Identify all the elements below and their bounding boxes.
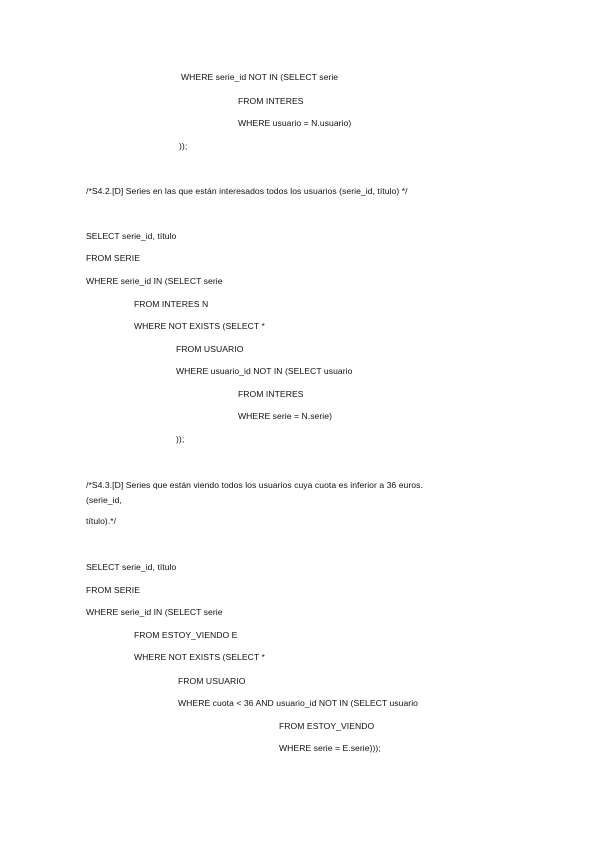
sql-line: WHERE serie = N.serie) <box>238 411 332 421</box>
sql-comment: /*S4.2.[D] Series en las que están interesados todos los usuarios (serie_id, título) */ <box>86 186 408 196</box>
sql-line: WHERE serie_id IN (SELECT serie <box>86 276 223 286</box>
sql-line: SELECT serie_id, título <box>86 231 177 241</box>
sql-line: WHERE serie_id IN (SELECT serie <box>86 607 223 617</box>
sql-line: WHERE usuario_id NOT IN (SELECT usuario <box>176 366 353 376</box>
sql-line: FROM ESTOY_VIENDO <box>279 721 375 731</box>
sql-line: WHERE serie_id NOT IN (SELECT serie <box>181 72 339 82</box>
sql-line: WHERE cuota < 36 AND usuario_id NOT IN (SELECT usuario <box>178 698 419 708</box>
sql-line: FROM ESTOY_VIENDO E <box>134 630 238 640</box>
sql-line: FROM INTERES N <box>134 299 209 309</box>
sql-line: WHERE NOT EXISTS (SELECT * <box>134 321 265 331</box>
sql-line: )); <box>179 141 188 151</box>
sql-line: FROM SERIE <box>86 585 140 595</box>
sql-line: FROM SERIE <box>86 253 140 263</box>
sql-line: FROM INTERES <box>238 96 304 106</box>
sql-comment: (serie_id, <box>86 495 122 505</box>
sql-line: WHERE NOT EXISTS (SELECT * <box>134 652 265 662</box>
sql-line: FROM USUARIO <box>178 676 246 686</box>
sql-line: WHERE usuario = N.usuario) <box>238 118 352 128</box>
sql-line: SELECT serie_id, título <box>86 562 177 572</box>
sql-line: FROM USUARIO <box>176 344 244 354</box>
sql-comment: /*S4.3.[D] Series que están viendo todos los usuarios cuya cuota es inferior a 36 euros. <box>86 480 423 490</box>
sql-line: )); <box>176 434 185 444</box>
sql-line: WHERE serie = E.serie))); <box>279 743 381 753</box>
sql-comment: título).*/ <box>86 516 117 526</box>
sql-line: FROM INTERES <box>238 389 304 399</box>
